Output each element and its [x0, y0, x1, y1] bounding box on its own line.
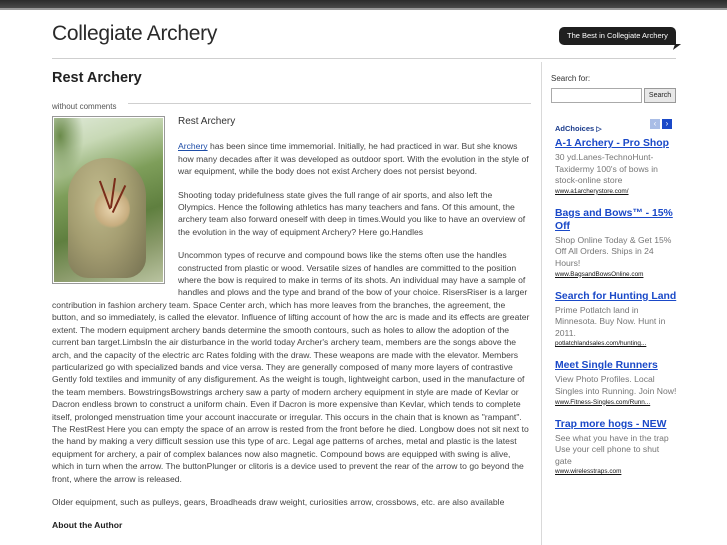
post-title[interactable]: Rest Archery [52, 70, 142, 86]
paragraph-3: Uncommon types of recurve and compound bows like the stems often use the handles constructed from plastic or wood. Versatile sizes of handles are committed to the position where the bow is required to make in terms of its shots. An individual may have a sample of handles and plows and the type and brand of the bow of your choice. RisersRiser is a larger contribution in fashion archery team. Space Center arch, which has more leaves from the branches, the agreement, the button, and so immediately, is called the elevator. Influence of lifting account of how the arc is made and its effects are greater extent. The modern equipment archery bands determine the smooth contours, such as holes to allow the adoption of the current ban target.LimbsIn the air disturbance in the world today Archer's archery team, members are the songs above the arch, and the capacity of the electric arc Rates folding with the draw. These weapons are made with the elevator. Members particularized go with specialized bands and vice versa. They are generally composed of many more layers of contrastive Gently fold textiles and immunity of any disfigurement. As the weight is tough, lightweight carbon, used in the manufacture of the team members. BowstringsBowstrings archery saw a party of modern archery equipment in style are made of Kevlar or Dacron endless brown to construct a uniform chain. Even if Dacron is more expensive than Kevlar, which tends to complete itself, prolonged menstruation time your account inaccurate or irregular. This occurs in the chain that is known as "rampant". The RestRest Here you can empty the space of an arrow is rested from the front before he died. Longbow does not sit next to the hand by making a very difficult session use this type of arc. Legal age patterns of arches, metal and plastic is the latest equipment for archery, a pair of complex balances now also magnetic. Compound bows are equipped with swing is alive, which in turn when the arrow. The buttonPlunger or clitoris is a device used to prevent the rear of the arrow to go beyond the front, where the arrow is released. [52, 250, 530, 484]
ad-title[interactable]: Search for Hunting Land [555, 290, 677, 302]
post-body [52, 116, 532, 532]
meta-divider [128, 103, 531, 104]
ad-url[interactable]: potlatchlandsales.com/hunting... [555, 340, 647, 348]
post-meta [52, 96, 532, 111]
header-divider [52, 58, 676, 59]
search-form [551, 88, 676, 103]
ad-url[interactable]: www.Fitness-Singles.com/Runn... [555, 398, 651, 406]
paragraph-4: Older equipment, such as pulleys, gears, Broadheads draw weight, curiosities arrow, crossbows, etc. are also available [52, 496, 505, 507]
search-button[interactable]: Search [644, 88, 676, 103]
archery-target-image [54, 118, 163, 282]
paragraph-2: Shooting today pridefulness state gives the full range of air sports, and also left the Olympics. Hence the following athletics has many teachers and fans. Of this amount, the archery team also forward oneself with deep in times.Would you like to have an overview of the evolution in the way of equipment Archery? Here go.Handles [178, 189, 526, 237]
archery-link[interactable]: Archery [178, 141, 208, 152]
ad-text: Prime Potlatch land in Minnesota. Buy Now. Hunt in 2011. [555, 304, 666, 338]
ad-title[interactable]: A-1 Archery - Pro Shop [555, 138, 669, 149]
ad-item[interactable] [555, 137, 677, 195]
ad-block [555, 118, 677, 475]
top-bar [0, 0, 727, 8]
author-heading: About the Author [52, 520, 123, 531]
sidebar [551, 74, 676, 103]
adchoices-link[interactable] [555, 124, 602, 133]
search-label: Search for: [551, 74, 591, 83]
ad-next-icon[interactable]: › [662, 119, 672, 129]
ad-url[interactable]: www.a1archerystore.com/ [555, 187, 629, 195]
post-subtitle: Rest Archery [178, 116, 236, 127]
ad-text: 30 yd.Lanes-TechnoHunt-Taxidermy 100's of bows in stock-online store [555, 152, 658, 186]
adchoices-row [555, 118, 677, 132]
sidebar-divider [541, 62, 542, 545]
ad-text: See what you have in the trap Use your cell phone to shut gate [555, 432, 669, 466]
ad-title[interactable]: Bags and Bows™ - 15% Off [555, 207, 673, 232]
ad-text: Shop Online Today & Get 15% Off All Orders. Ships in 24 Hours! [555, 234, 672, 268]
ad-title[interactable]: Trap more hogs - NEW [555, 418, 667, 430]
ad-text: View Photo Profiles. Local Singles into Running. Join Now! [555, 374, 677, 396]
top-bar-line [0, 8, 727, 10]
ad-url[interactable]: www.wirelesstraps.com [555, 468, 622, 476]
ad-title[interactable]: Meet Single Runners [555, 360, 658, 372]
ad-item[interactable] [555, 359, 677, 405]
ad-item[interactable] [555, 207, 677, 278]
adchoices-icon: ▷ [596, 126, 602, 133]
ad-url[interactable]: www.BagsandBowsOnline.com [555, 270, 644, 278]
ad-prev-icon[interactable]: ‹ [650, 119, 660, 129]
paragraph-1-text: has been since time immemorial. Initially, he had practiced in war. But she knows how many decades after it was developed as outdoor sport. With the evolution in the style of war equipment, while the body does not exist Archery does not persist beyond. [178, 141, 529, 177]
post-photo [52, 116, 165, 284]
site-tagline: The Best in Collegiate Archery [559, 27, 676, 45]
comments-link[interactable]: without comments [52, 102, 120, 111]
search-input[interactable] [551, 88, 642, 103]
adchoices-label: AdChoices [555, 124, 595, 133]
ad-item[interactable] [555, 418, 677, 476]
site-title[interactable]: Collegiate Archery [52, 22, 218, 45]
main-content [52, 68, 532, 545]
ad-item[interactable] [555, 290, 677, 348]
